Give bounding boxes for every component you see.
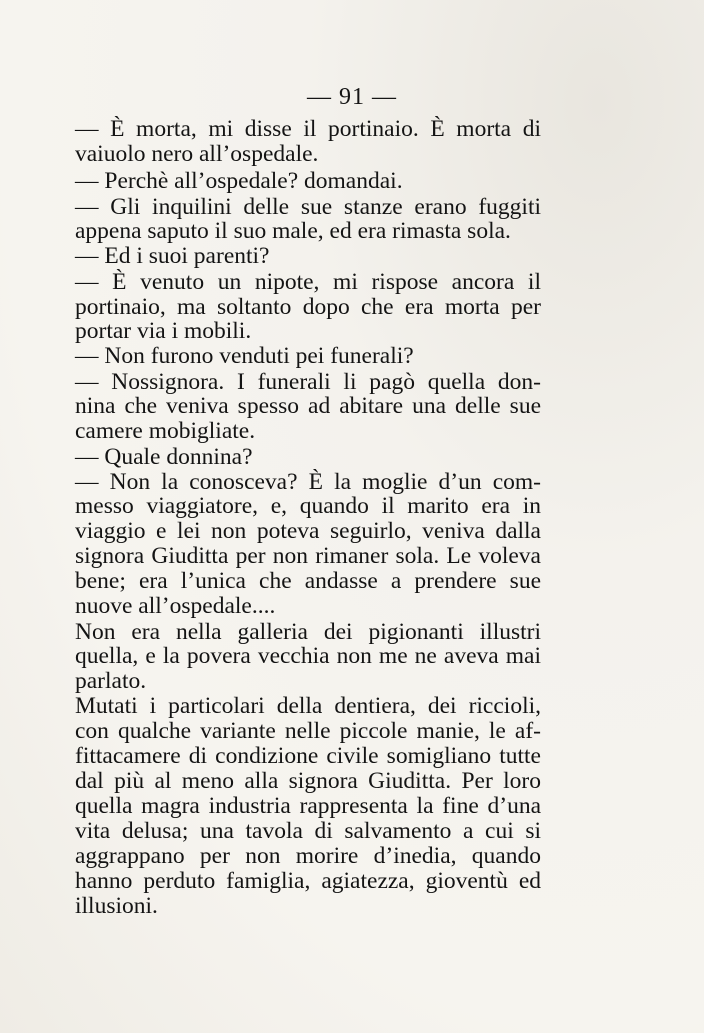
text-line-3: — Perchè all’ospedale? domandai. bbox=[75, 168, 403, 194]
text-line-5: appena saputo il suo male, ed era rimasta sola. bbox=[75, 218, 511, 244]
text-line-20: nuove all’ospedale.... bbox=[75, 593, 276, 619]
text-line-23: parlato. bbox=[75, 668, 147, 694]
text-line-17: viaggio e lei non poteva seguirlo, veniva dalla bbox=[75, 518, 541, 544]
text-line-12: nina che veniva spesso ad abitare una delle sue bbox=[75, 393, 541, 419]
text-line-16: messo viaggiatore, e, quando il marito era in bbox=[75, 493, 541, 519]
text-line-25: con qualche variante nelle piccole manie, le af- bbox=[75, 718, 541, 744]
text-line-13: camere mobigliate. bbox=[75, 418, 256, 444]
text-line-26: fittacamere di condizione civile somigliano tutte bbox=[75, 743, 541, 769]
text-line-15: — Non la conosceva? È la moglie d’un com- bbox=[75, 469, 541, 495]
text-line-14: — Quale donnina? bbox=[75, 444, 253, 470]
text-line-22: quella, e la povera vecchia non me ne aveva mai bbox=[75, 643, 541, 669]
text-line-30: aggrappano per non morire d’inedia, quando bbox=[75, 843, 541, 869]
text-line-19: bene; era l’unica che andasse a prendere sue bbox=[75, 568, 541, 594]
text-line-18: signora Giuditta per non rimaner sola. Le voleva bbox=[75, 543, 541, 569]
text-line-29: vita delusa; una tavola di salvamento a cui si bbox=[75, 818, 541, 844]
text-line-27: dal più al meno alla signora Giuditta. Per loro bbox=[75, 768, 541, 794]
text-line-32: illusioni. bbox=[75, 893, 158, 919]
text-line-4: — Gli inquilini delle sue stanze erano fuggiti bbox=[75, 194, 541, 220]
text-line-2: vaiuolo nero all’ospedale. bbox=[75, 141, 319, 167]
text-line-21: Non era nella galleria dei pigionanti illustri bbox=[75, 619, 541, 645]
text-line-6: — Ed i suoi parenti? bbox=[75, 243, 270, 269]
text-line-31: hanno perduto famiglia, agiatezza, gioventù ed bbox=[75, 868, 541, 894]
text-line-7: — È venuto un nipote, mi rispose ancora il bbox=[75, 269, 541, 295]
text-line-8: portinaio, ma soltanto dopo che era morta per bbox=[75, 294, 541, 320]
text-line-28: quella magra industria rappresenta la fine d’una bbox=[75, 793, 541, 819]
text-line-11: — Nossignora. I funerali li pagò quella don- bbox=[75, 369, 541, 395]
text-line-9: portar via i mobili. bbox=[75, 318, 252, 344]
text-line-10: — Non furono venduti pei funerali? bbox=[75, 343, 414, 369]
text-line-1: — È morta, mi disse il portinaio. È morta di bbox=[75, 116, 541, 142]
text-line-24: Mutati i particolari della dentiera, dei riccioli, bbox=[75, 693, 541, 719]
page-number: — 91 — bbox=[307, 84, 397, 110]
